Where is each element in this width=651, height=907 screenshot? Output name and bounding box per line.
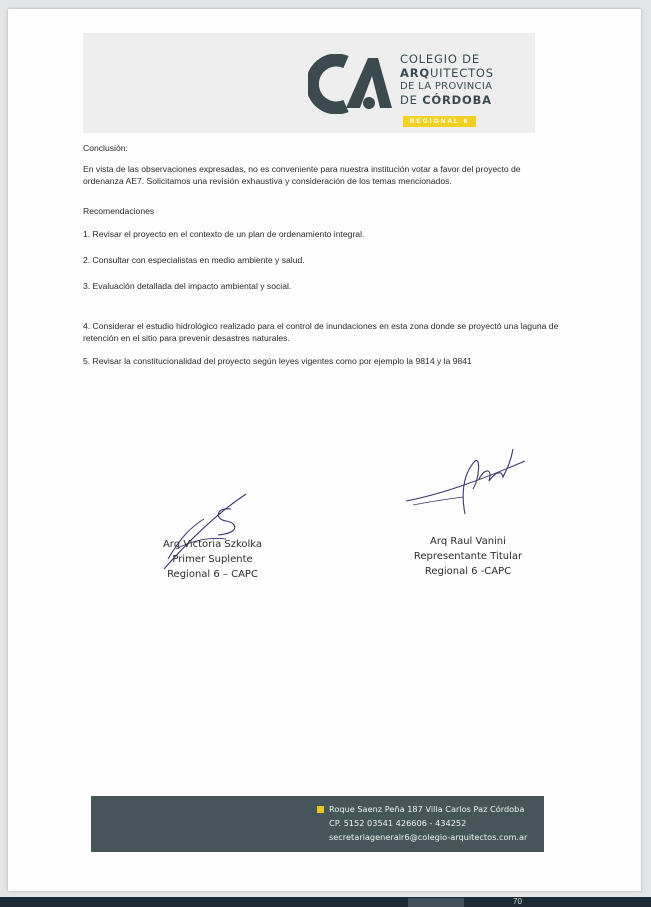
recommendation-item: 2. Consultar con especialistas en medio ambiente y salud. — [83, 255, 305, 265]
signature-right-icon — [403, 439, 533, 519]
conclusion-text: En vista de las observaciones expresadas, no es conveniente para nuestra institución votar a favor del proyecto de ordenanza AE7. Solicitamos una revisión exhaustiva y consideración de los temas mencionados. — [83, 164, 521, 186]
signature-right-block — [398, 534, 538, 579]
taskbar-number: 70 — [513, 897, 522, 906]
footer-bullet-icon — [317, 806, 324, 813]
letterhead — [83, 33, 535, 133]
logo-line-4: DE CÓRDOBA — [400, 92, 492, 107]
signer-name: Arq Victoria Szkolka — [162, 539, 263, 550]
ca-logo-icon — [308, 54, 392, 114]
recommendation-item: 3. Evaluación detallada del impacto ambiental y social. — [83, 281, 292, 291]
recommendation-item: 5. Revisar la constitucionalidad del proyecto según leyes vigentes como por ejemplo la 9814 y la 9841 — [83, 356, 472, 366]
logo-wordmark — [400, 53, 494, 107]
signer-role: Primer Suplente — [172, 554, 253, 565]
document-page — [8, 9, 641, 891]
signer-name: Arq Raul Vanini — [430, 536, 506, 547]
recommendation-item: 4. Considerar el estudio hidrológico realizado para el control de inundaciones en esta zona donde se proyectó una laguna de retención en el sitio para prevenir desastres naturales. — [83, 321, 559, 343]
recommendation-item: 1. Revisar el proyecto en el contexto de un plan de ordenamiento integral. — [83, 229, 365, 239]
footer-phone: CP. 5152 03541 426606 - 434252 — [329, 818, 467, 828]
signer-role: Representante Titular — [413, 551, 523, 562]
taskbar — [0, 897, 651, 907]
regional-badge: REGIONAL 6 — [403, 116, 476, 127]
conclusion-heading: Conclusión: — [83, 143, 128, 153]
logo-line-3: DE LA PROVINCIA — [400, 81, 493, 92]
recommendations-heading: Recomendaciones — [83, 206, 155, 216]
taskbar-button[interactable] — [408, 898, 464, 907]
logo-line-2: ARQUITECTOS — [400, 65, 494, 80]
signer-org: Regional 6 – CAPC — [167, 569, 258, 580]
footer-contact — [329, 802, 527, 844]
signature-left-block — [150, 537, 275, 582]
signer-org: Regional 6 -CAPC — [424, 566, 512, 577]
footer-address: Roque Saenz Peña 187 Villa Carlos Paz Córdoba — [329, 804, 525, 814]
footer-band — [91, 796, 544, 852]
logo-line-1: COLEGIO DE — [400, 52, 480, 66]
footer-email: secretariageneralr6@colegio-arquitectos.com.ar — [329, 832, 528, 842]
